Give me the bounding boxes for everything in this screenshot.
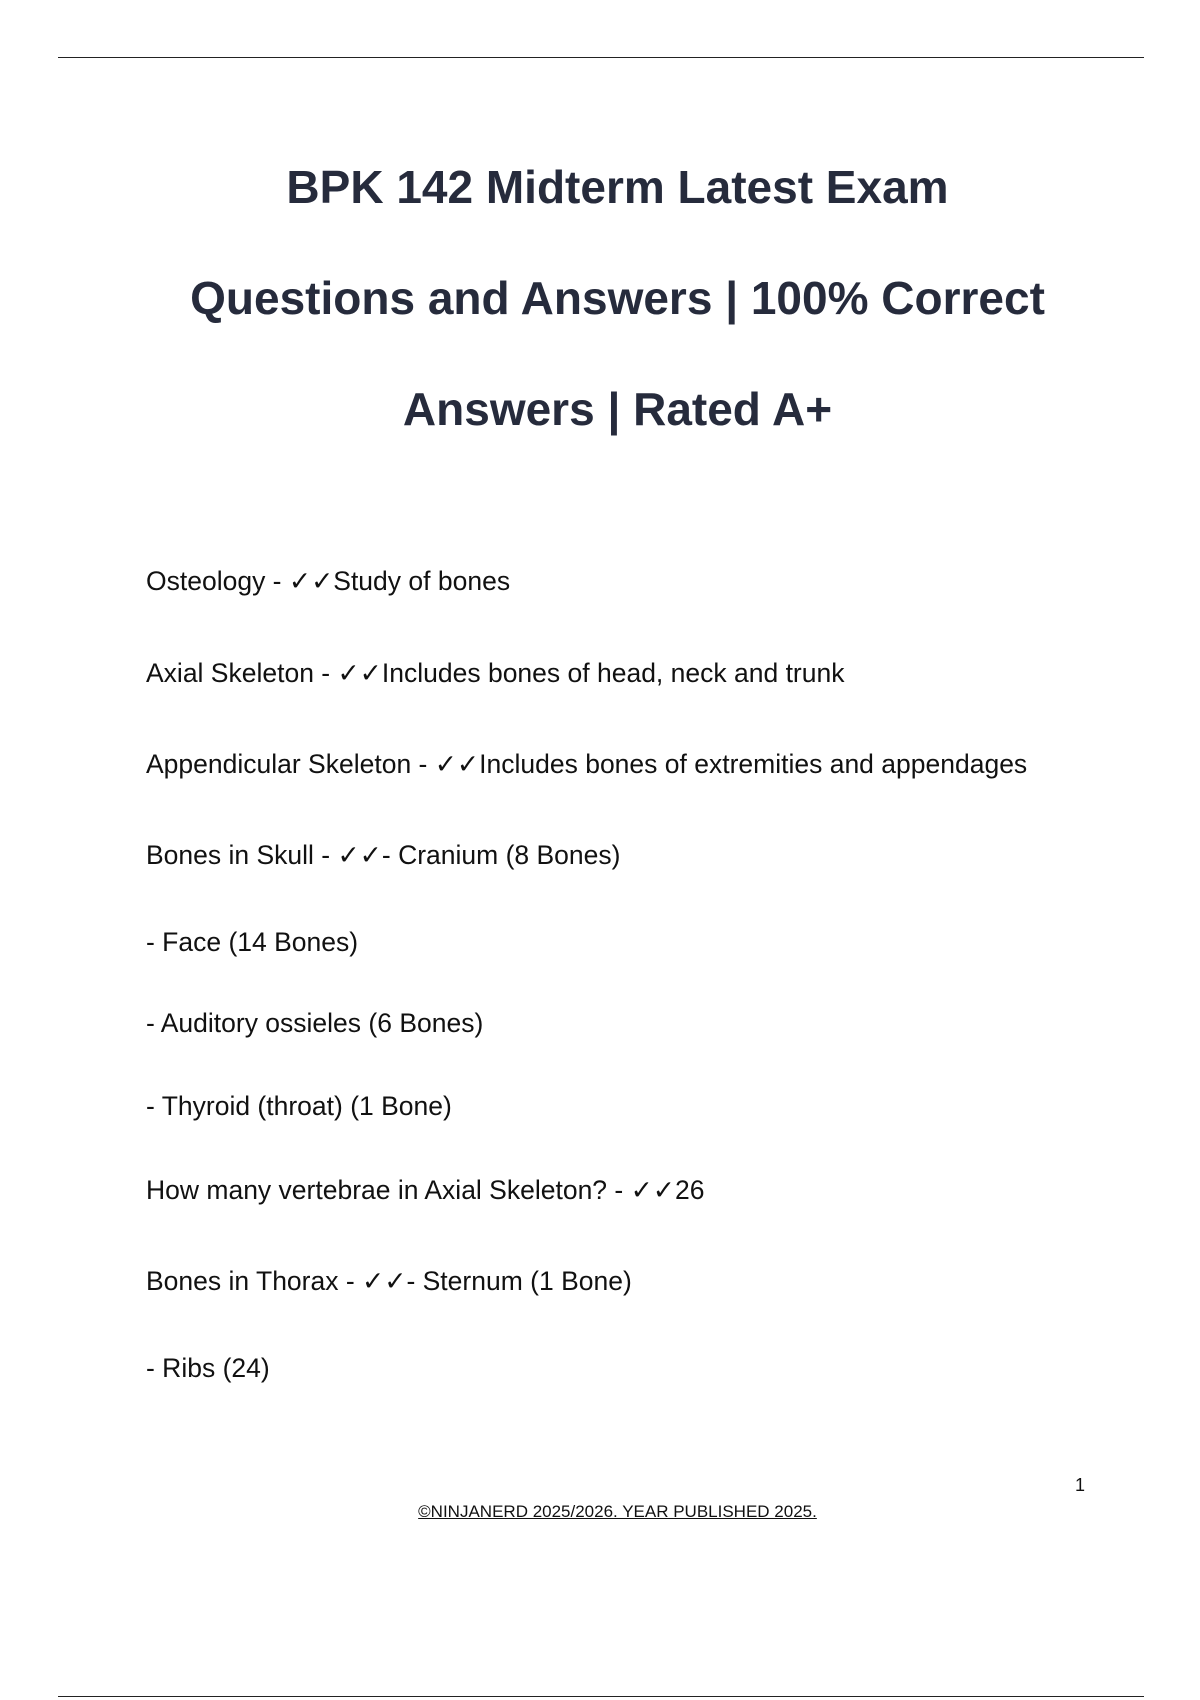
document-title: [100, 132, 1135, 465]
top-rule: [58, 57, 1144, 58]
qa-entry-axial-skeleton: Axial Skeleton - ✓✓Includes bones of head, neck and trunk: [146, 658, 845, 688]
qa-entry-bones-in-skull: Bones in Skull - ✓✓- Cranium (8 Bones): [146, 840, 621, 870]
qa-entry-face: - Face (14 Bones): [146, 927, 359, 957]
qa-entry-appendicular-skeleton: Appendicular Skeleton - ✓✓Includes bones of extremities and appendages: [146, 749, 1028, 779]
page-number: 1: [1075, 1475, 1086, 1495]
qa-entry-vertebrae: How many vertebrae in Axial Skeleton? - ✓✓26: [146, 1175, 705, 1205]
qa-entry-osteology: Osteology - ✓✓Study of bones: [146, 566, 511, 596]
title-line-2: Questions and Answers | 100% Correct: [190, 272, 1045, 324]
qa-entry-thyroid: - Thyroid (throat) (1 Bone): [146, 1091, 452, 1121]
qa-entry-bones-in-thorax: Bones in Thorax - ✓✓- Sternum (1 Bone): [146, 1266, 632, 1296]
title-line-1: BPK 142 Midterm Latest Exam: [286, 161, 949, 213]
bottom-rule: [58, 1696, 1144, 1697]
qa-entry-ribs: - Ribs (24): [146, 1353, 270, 1383]
footer-copyright: [0, 1502, 1200, 1522]
title-line-3: Answers | Rated A+: [402, 383, 833, 435]
footer-text: ©NINJANERD 2025/2026. YEAR PUBLISHED 2025.: [418, 1502, 817, 1521]
qa-entry-auditory-ossicles: - Auditory ossieles (6 Bones): [146, 1008, 484, 1038]
